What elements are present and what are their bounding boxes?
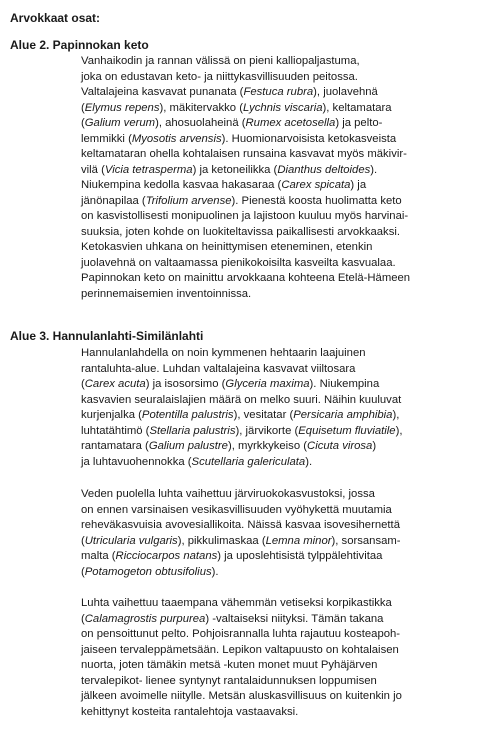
text-run: ), myrkkykeiso ( [227,440,308,452]
species-name: Ricciocarpos natans [115,550,218,562]
text-run: on pensoittunut pelto. Pohjoisrannalla luhta rajautuu kosteapoh- [81,628,401,640]
text-run: Veden puolella luhta vaihettuu järviruokokasvustoksi, jossa [81,488,375,500]
text-run: ), ahosuolaheinä ( [155,117,246,129]
text-run: ) ja pelto- [335,117,383,129]
text-run: ( [81,378,85,390]
species-name: Calamagrostis purpurea [84,612,206,625]
text-line [81,393,403,409]
species-name: Utricularia vulgaris [84,534,178,547]
text-line [81,116,410,132]
text-line [81,503,401,519]
species-name: Lemna minor [265,534,332,547]
text-run: ( [81,101,85,114]
text-run: ( [81,117,85,129]
text-line [81,689,402,705]
text-run: luhtatähtimö ( [81,424,150,437]
section-paragraph [81,596,402,720]
text-run: on kasvistollisesti monipuolinen ja lajistoon kuuluu myös harvinai- [81,210,409,222]
text-line [81,346,403,362]
text-run: keltamataran ohella kohtalaisen runsaina kasvavat myös mäkivir- [81,148,407,160]
text-run: rantaluhta-alue. Luhdan valtalajeina kasvavat viiltosara [81,362,356,375]
species-name: Elymus repens [84,101,160,114]
text-line [81,287,410,303]
species-name: Carex spicata [281,179,351,191]
text-run: ja luhtavuohennokka ( [81,455,192,468]
section-paragraph [81,346,403,470]
text-line [81,362,403,378]
text-run: jänönapilaa ( [81,194,146,207]
text-run: Papinnokan keto on mainittu arvokkaana kohteena Etelä-Hämeen [81,272,411,284]
text-run: kasvavien seuralaislajien määrä on melko suuri. Näihin kuuluvat [81,393,402,406]
text-line [81,209,410,225]
text-run: ), keltamatara [322,101,392,114]
text-line [81,240,410,256]
text-line [81,658,402,674]
text-run: rantamatara ( [81,440,149,452]
text-line [81,271,410,287]
text-run: Valtalajeina kasvavat punanata ( [81,86,244,98]
text-run: ), [395,424,403,437]
text-run: ) ja uposlehtisistä tylppälehtivitaa [217,550,383,562]
text-line [81,408,403,424]
species-name: Galium palustre [148,440,228,452]
text-run: kurjenjalka ( [81,409,142,421]
text-run: Ketokasvien uhkana on heinittymisen eteneminen, etenkin [81,241,373,253]
text-run: Hannulanlahdella on noin kymmenen hehtaarin laajuinen [81,347,366,359]
species-name: Festuca rubra [243,86,314,98]
text-line [81,643,402,659]
species-name: Potamogeton obtusifolius [84,565,212,578]
text-line [81,674,402,690]
text-run: ( [81,565,85,578]
species-name: Lychnis viscaria [242,101,323,114]
section-paragraph [81,54,410,302]
text-run: jälkeen avoimelle niitylle. Metsän aluskasvillisuus on kuitenkin jo [81,690,402,702]
text-run: ), juolavehnä [313,86,378,98]
text-line [81,705,402,721]
species-name: Vicia tetrasperma [104,163,193,176]
text-run: ) [372,440,377,452]
text-line [81,565,401,581]
species-name: Galium verum [84,117,156,129]
text-run: ), järvikorte ( [235,424,299,437]
section-paragraph [81,487,401,580]
text-run: Vanhaikodin ja rannan välissä on pieni kalliopaljastuma, [81,55,360,67]
text-run: ), vesitatar ( [233,409,294,421]
text-run: on ennen varsinaisen vesikasvillisuuden vyöhykettä muutamia [81,503,392,516]
text-line [81,225,410,241]
text-line [81,549,401,565]
text-run: ) ja [350,179,367,191]
text-run: suuksia, joten kohde on luokiteltavissa paikallisesti arvokkaaksi. [81,225,400,238]
text-run: ). [370,163,378,176]
section-heading: Alue 3. Hannulanlahti-Similänlahti [10,329,204,343]
text-run: ). Pienestä koosta huolimatta keto [231,194,402,207]
text-run: ). [211,565,219,578]
text-run: ) ja isosorsimo ( [145,378,226,390]
text-line [81,147,410,163]
text-run: ) -valtaiseksi niityksi. Tämän takana [205,612,384,625]
species-name: Persicaria amphibia [293,409,393,421]
text-run: ). Niukempina [309,378,380,390]
text-run: reheväkasvuisia avovesiallikoita. Näissä kasvaa isovesihernettä [81,519,400,531]
text-line [81,178,410,194]
text-run: malta ( [81,550,116,562]
text-run: lemmikki ( [81,132,132,145]
text-run: Luhta vaihettuu taaempana vähemmän vetiseksi korpikastikka [81,597,392,609]
text-line [81,70,410,86]
species-name: Stellaria palustris [149,424,236,437]
species-name: Scutellaria galericulata [191,455,306,468]
species-name: Trifolium arvense [145,194,232,207]
text-run: ), mäkitervakko ( [159,101,243,114]
species-name: Carex acuta [84,378,146,390]
text-run: jaiseen tervaleppämetsään. Lepikon valtapuusto on kohtalaisen [81,643,399,656]
text-run: perinnemaisemien inventoinnissa. [81,287,252,300]
species-name: Cicuta virosa [307,440,373,452]
species-name: Rumex acetosella [245,117,336,129]
text-run: nuorta, joten tämäkin metsä -kuten monet muut Pyhäjärven [81,659,378,671]
text-line [81,54,410,70]
species-name: Myosotis arvensis [131,132,222,145]
text-run: ). [305,455,313,468]
text-line [81,132,410,148]
text-run: tervalepikot- lienee syntynyt rantalaidunnuksen loppumisen [81,674,377,687]
text-line [81,101,410,117]
species-name: Potentilla palustris [141,409,234,421]
text-run: ) ja ketoneilikka ( [192,163,278,176]
text-line [81,424,403,440]
text-run: kehittynyt kosteita rantalehtoja vastaavaksi. [81,705,299,718]
species-name: Equisetum fluviatile [298,424,396,437]
text-line [81,163,410,179]
text-line [81,256,410,272]
text-line [81,596,402,612]
page-title: Arvokkaat osat: [10,11,101,25]
text-run: ( [81,534,85,547]
section-heading: Alue 2. Papinnokan keto [10,38,149,52]
text-line [81,377,403,393]
text-line [81,439,403,455]
text-run: Niukempina kedolla kasvaa hakasaraa ( [81,179,282,191]
text-line [81,194,410,210]
text-run: ), sorsansam- [331,534,401,547]
text-line [81,518,401,534]
text-line [81,627,402,643]
species-name: Dianthus deltoides [277,163,371,176]
text-run: juolavehnä on valtaamassa pienikokoisilta kasveilta kasvualaa. [81,256,396,269]
text-run: ), pikkulimaskaa ( [177,534,266,547]
text-run: vilä ( [81,163,105,176]
text-run: ). Huomionarvoisista ketokasveista [221,132,397,145]
text-run: ), [392,409,400,421]
text-line [81,85,410,101]
text-line [81,612,402,628]
text-run: joka on edustavan keto- ja niittykasvillisuuden peitossa. [81,70,358,83]
text-line [81,455,403,471]
text-line [81,487,401,503]
species-name: Glyceria maxima [225,378,310,390]
text-run: ( [81,612,85,625]
text-line [81,534,401,550]
